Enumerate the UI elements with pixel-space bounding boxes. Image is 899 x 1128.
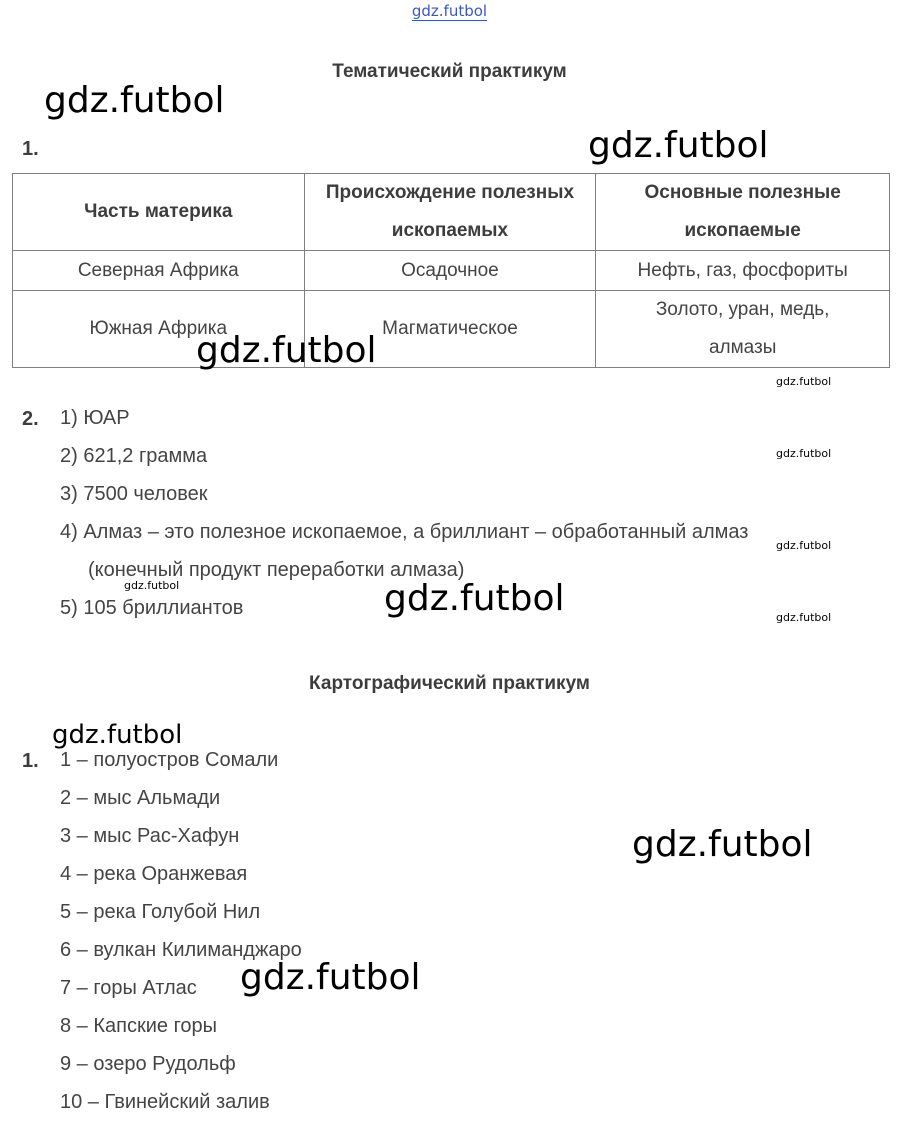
table-cell: Осадочное <box>304 251 596 291</box>
map-answer-item: 2 – мыс Альмади <box>60 787 221 809</box>
watermark-top-link[interactable]: gdz.futbol <box>411 2 488 20</box>
answer-item: 1) ЮАР <box>60 407 130 429</box>
map-answer-item: 4 – река Оранжевая <box>60 863 248 885</box>
answer-item: 5) 105 бриллиантов <box>60 597 244 619</box>
map-answer-item: 10 – Гвинейский залив <box>60 1091 270 1113</box>
watermark-small: gdz.futbol <box>776 611 832 624</box>
map-answer-item: 9 – озеро Рудольф <box>60 1053 236 1075</box>
cartographic-section-title: Картографический практикум <box>309 673 590 694</box>
watermark: gdz.futbol <box>632 824 813 865</box>
table-header-row <box>13 174 890 251</box>
table-header-cell: Происхождение полезных ископаемых <box>304 174 596 251</box>
watermark: gdz.futbol <box>588 125 769 166</box>
map-answer-item: 6 – вулкан Килиманджаро <box>60 939 302 961</box>
task-number: 1. <box>22 138 39 160</box>
watermark: gdz.futbol <box>384 578 565 619</box>
table-cell: Южная Африка <box>13 291 305 368</box>
table-cell: Золото, уран, медь, алмазы <box>596 291 890 368</box>
table-row <box>13 251 890 291</box>
map-answer-item: 1 – полуостров Сомали <box>60 749 279 771</box>
answer-item: 4) Алмаз – это полезное ископаемое, а бриллиант – обработанный алмаз <box>60 521 749 543</box>
watermark: gdz.futbol <box>196 330 377 371</box>
watermark-small: gdz.futbol <box>776 447 832 460</box>
map-answer-item: 3 – мыс Рас-Хафун <box>60 825 240 847</box>
map-answer-item: 8 – Капские горы <box>60 1015 218 1037</box>
task-number: 2. <box>22 408 39 430</box>
watermark: gdz.futbol <box>240 957 421 998</box>
watermark: gdz.futbol <box>52 720 183 750</box>
table-row <box>13 291 890 368</box>
watermark-small: gdz.futbol <box>776 375 832 388</box>
minerals-table <box>12 173 890 368</box>
watermark: gdz.futbol <box>44 80 225 121</box>
table-cell: Нефть, газ, фосфориты <box>596 251 890 291</box>
thematic-section-title: Тематический практикум <box>332 61 567 82</box>
watermark-small: gdz.futbol <box>124 579 180 592</box>
answer-item: 3) 7500 человек <box>60 483 208 505</box>
table-cell: Магматическое <box>304 291 596 368</box>
answer-item: 2) 621,2 грамма <box>60 445 208 467</box>
table-header-cell: Основные полезные ископаемые <box>596 174 890 251</box>
map-answer-item: 5 – река Голубой Нил <box>60 901 261 923</box>
task-number: 1. <box>22 750 39 772</box>
table-cell: Северная Африка <box>13 251 305 291</box>
watermark-small: gdz.futbol <box>776 539 832 552</box>
table-header-cell: Часть материка <box>13 174 305 251</box>
answer-item-continuation: (конечный продукт переработки алмаза) <box>88 559 465 581</box>
map-answer-item: 7 – горы Атлас <box>60 977 197 999</box>
